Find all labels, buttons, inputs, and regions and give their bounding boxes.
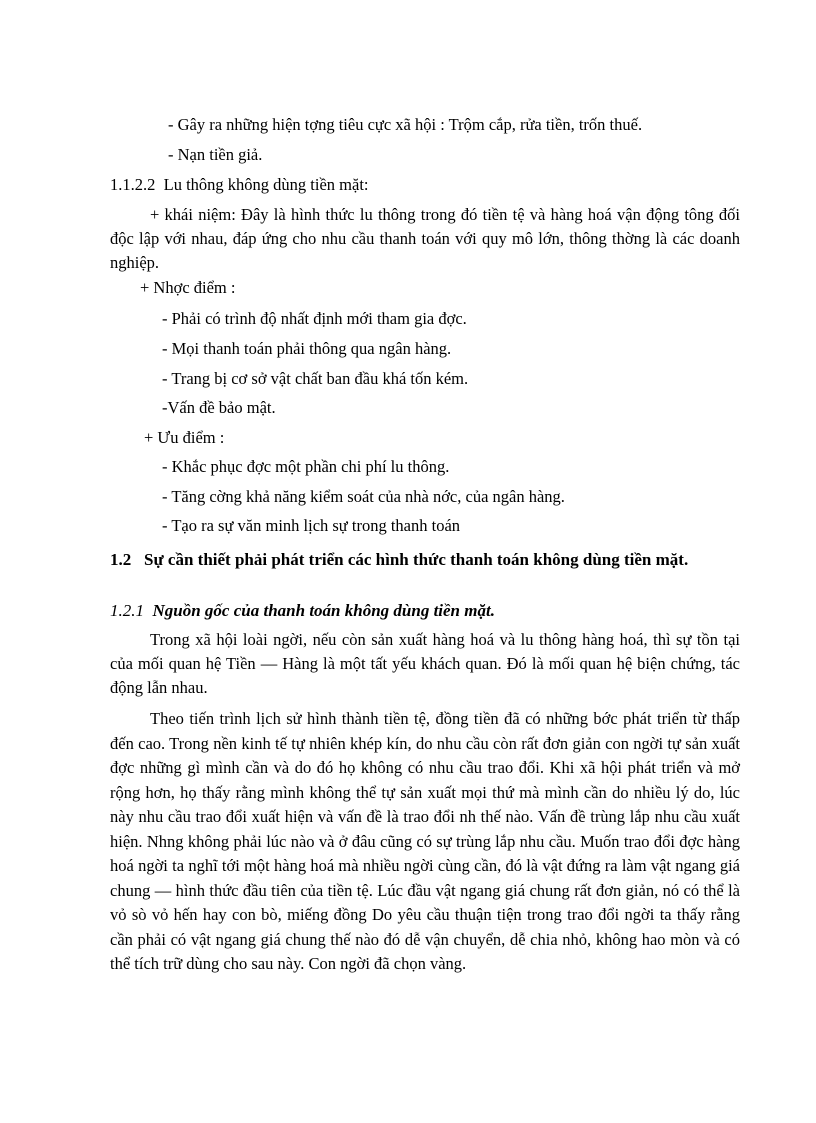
- paragraph-origin-2: Theo tiến trình lịch sử hình thành tiền tệ, đồng tiền đã có những bớc phát triển từ thấp đến cao. Trong nền kinh tế tự nhiên khép kín, do nhu cầu còn rất đơn giản con ngời tự sản xuất đợc những gì mình cần và do đó họ không có nhu cầu trao đổi. Khi xã hội phát triển và mở rộng hơn, họ thấy rằng mình không thể tự sản xuất mọi thứ mà mình cần do nhiều lý do, lúc này nhu cầu trao đổi xuất hiện và vấn đề là trao đổi nh thế nào. Vấn đề trùng lắp nhu cầu xuất hiện. Nhng không phải lúc nào và ở đâu cũng có sự trùng lắp nhu cầu. Muốn trao đổi đợc hàng hoá ngời ta nghĩ tới một hàng hoá mà nhiều ngời cùng cần, đó là vật đứng ra làm vật ngang giá chung — hình thức đầu tiên của tiền tệ. Lúc đầu vật ngang giá chung rất đơn giản, nó có thể là vỏ sò vỏ hến hay con bò, miếng đồng Do yêu cầu thuận tiện trong trao đổi ngời ta thấy rằng cần phải có vật ngang giá chung thế nào đó dễ vận chuyển, dễ chia nhỏ, không hao mòn và có thể tích trữ dùng cho sau này. Con ngời đã chọn vàng.: [110, 709, 740, 973]
- disadvantages-label: + Nhợc điểm :: [140, 278, 236, 297]
- disadvantage-item: - Phải có trình độ nhất định mới tham gia đợc.: [162, 309, 467, 328]
- section-121-heading: [110, 600, 495, 622]
- advantage-item: - Tạo ra sự văn minh lịch sự trong thanh toán: [162, 516, 461, 535]
- section-1122-heading: [110, 174, 368, 196]
- section-12-heading: [110, 548, 740, 571]
- section-12-title: Sự cần thiết phải phát triển các hình thức thanh toán không dùng tiền mặt.: [144, 550, 689, 569]
- advantage-item: - Khắc phục đợc một phần chi phí lu thông.: [162, 457, 450, 476]
- advantages-label: + Ưu điểm :: [144, 428, 225, 447]
- section-121-title: Nguồn gốc của thanh toán không dùng tiền mặt.: [152, 601, 495, 620]
- concept-paragraph: + khái niệm: Đây là hình thức lu thông trong đó tiền tệ và hàng hoá vận động tông đối độc lập với nhau, đáp ứng cho nhu cầu thanh toán với quy mô lớn, thông thờng là các doanh nghiệp.: [110, 205, 740, 273]
- paragraph-origin-1: Trong xã hội loài ngời, nếu còn sản xuất hàng hoá và lu thông hàng hoá, thì sự tồn tại của mối quan hệ Tiền — Hàng là một tất yếu khách quan. Đó là mối quan hệ biện chứng, tác động lẫn nhau.: [110, 630, 740, 698]
- section-1122-title: Lu thông không dùng tiền mặt:: [163, 175, 369, 194]
- section-12-number: 1.2: [110, 550, 132, 569]
- advantage-item: - Tăng cờng khả năng kiểm soát của nhà nớc, của ngân hàng.: [162, 487, 565, 506]
- section-121-number: 1.2.1: [110, 601, 144, 620]
- section-1122-number: 1.1.2.2: [110, 175, 156, 194]
- bullet-counterfeit: - Nạn tiền giả.: [168, 145, 263, 164]
- bullet-negative-effects: - Gây ra những hiện tợng tiêu cực xã hội : Trộm cắp, rửa tiền, trốn thuế.: [168, 115, 643, 134]
- disadvantage-item: - Trang bị cơ sở vật chất ban đầu khá tốn kém.: [162, 369, 469, 388]
- disadvantage-item: - Mọi thanh toán phải thông qua ngân hàng.: [162, 339, 452, 358]
- disadvantage-item: -Vấn đề bảo mật.: [162, 398, 276, 417]
